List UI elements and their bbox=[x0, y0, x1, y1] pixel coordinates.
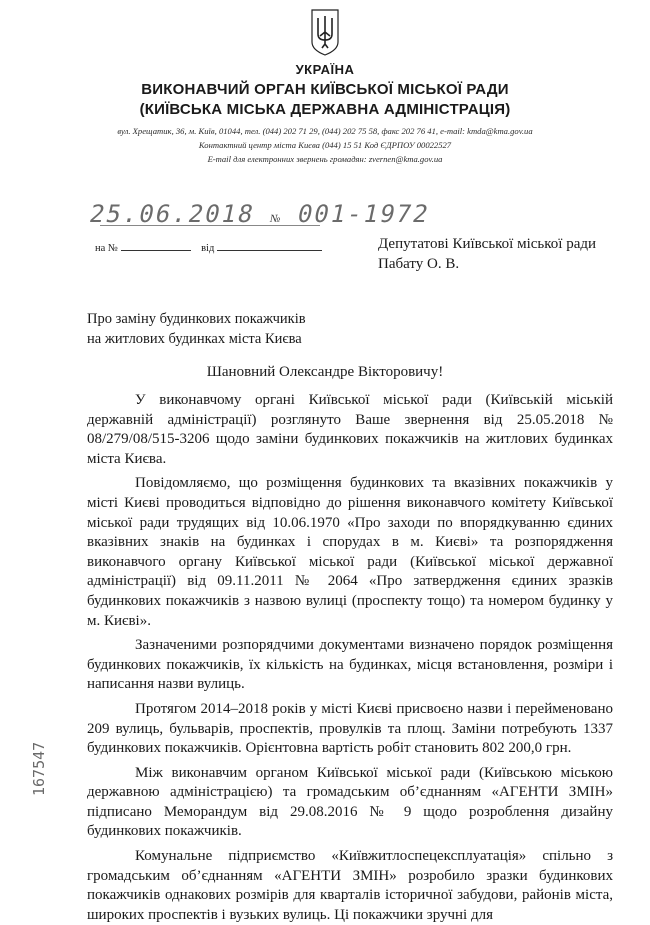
handwritten-number: 001-1972 bbox=[294, 200, 433, 228]
margin-stamp-number: 167547 bbox=[30, 741, 48, 796]
reply-date-blank bbox=[217, 240, 322, 251]
reply-prefix: на № bbox=[95, 243, 118, 254]
contact-email: E-mail для електронних звернень громадян: zvernen@kma.gov.ua bbox=[207, 154, 443, 164]
recipient-line1: Депутатові Київської міської ради bbox=[378, 236, 597, 252]
paragraph: Комунальне підприємство «Київжитлоспецексплуатація» спільно з громадським об’єднанням «АГЕНТИ ЗМІН» розробило зразки будинкових покажчиків однакових розмірів для кварталів історичної забудови, районів міста, широких проспектів і вузьких вулиць. Ці покажчики зручні для bbox=[87, 848, 613, 923]
paragraph: Повідомляємо, що розміщення будинкових та вказівних покажчиків у місті Києві проводиться відповідно до рішення виконавчого комітету Київської міської ради трудящих від 10.06.1970 «Про заходи по впорядкуванню єдиних вказівних знаків на будинках і спорудах в м. Києві» та розпорядження виконавчого органу Київської міської ради (Київської міської державної адміністрації) від 09.11.2011 № 2064 «Про затвердження єдиних зразків будинкових покажчиків з назвою вулиці (проспекту тощо) та номером будинку у м. Києві». bbox=[87, 475, 613, 629]
org-title-line2: (КИЇВСЬКА МІСЬКА ДЕРЖАВНА АДМІНІСТРАЦІЯ) bbox=[139, 101, 511, 118]
reply-number-blank bbox=[121, 240, 191, 251]
country-name: УКРАЇНА bbox=[295, 62, 355, 77]
greeting: Шановний Олександре Вікторовичу! bbox=[206, 364, 444, 380]
paragraph: Між виконавчим органом Київської міської ради (Київською міською державною адміністрацією) та громадським об’єднанням «АГЕНТИ ЗМІН» підписано Меморандум від 29.08.2016 № 9 щодо розроблення дизайну будинкових покажчиків. bbox=[87, 764, 613, 840]
contact-address: вул. Хрещатик, 36, м. Київ, 01044, тел. (044) 202 71 29, (044) 202 75 58, факс 202 76 41, e-mail: kmda@kma.gov.ua bbox=[117, 126, 533, 136]
registration-handwritten bbox=[87, 200, 432, 228]
margin-stamp bbox=[26, 720, 50, 798]
paragraph: Протягом 2014–2018 років у місті Києві присвоєно назви і перейменовано 209 вулиць, бульварів, проспектів, провулків та площ. Заміни потребують 1337 будинкових покажчиків. Орієнтовна вартість робіт становить 802 200,0 грн. bbox=[87, 700, 613, 757]
subject-line1: Про заміну будинкових покажчиків bbox=[87, 311, 306, 327]
trident-icon bbox=[309, 8, 341, 56]
org-title-line1: ВИКОНАВЧИЙ ОРГАН КИЇВСЬКОЇ МІСЬКОЇ РАДИ bbox=[141, 81, 509, 98]
recipient-line2: Пабату О. В. bbox=[378, 256, 460, 272]
letter-body bbox=[87, 391, 613, 925]
handwritten-date: 25.06.2018 bbox=[87, 200, 258, 228]
paragraph: Зазначеними розпорядчими документами визначено порядок розміщення будинкових покажчиків, їх кількість на будинках, місця встановлення, розміри і написання назви вулиць. bbox=[87, 637, 613, 693]
registration-underline bbox=[100, 225, 320, 226]
reply-from-label: від bbox=[201, 243, 215, 254]
subject-line2: на житлових будинках міста Києва bbox=[87, 331, 302, 347]
contact-center: Контактний центр міста Києва (044) 15 51 Код ЄДРПОУ 00022527 bbox=[198, 140, 452, 150]
reply-reference-row bbox=[95, 240, 322, 254]
number-label: № bbox=[268, 213, 282, 225]
paragraph: У виконавчому органі Київської міської ради (Київській міській державній адміністрації) розглянуто Ваше звернення від 25.05.2018 № 08/279/08/515-3206 щодо заміни будинкових покажчиків на житлових будинках міста Києва. bbox=[87, 392, 613, 467]
